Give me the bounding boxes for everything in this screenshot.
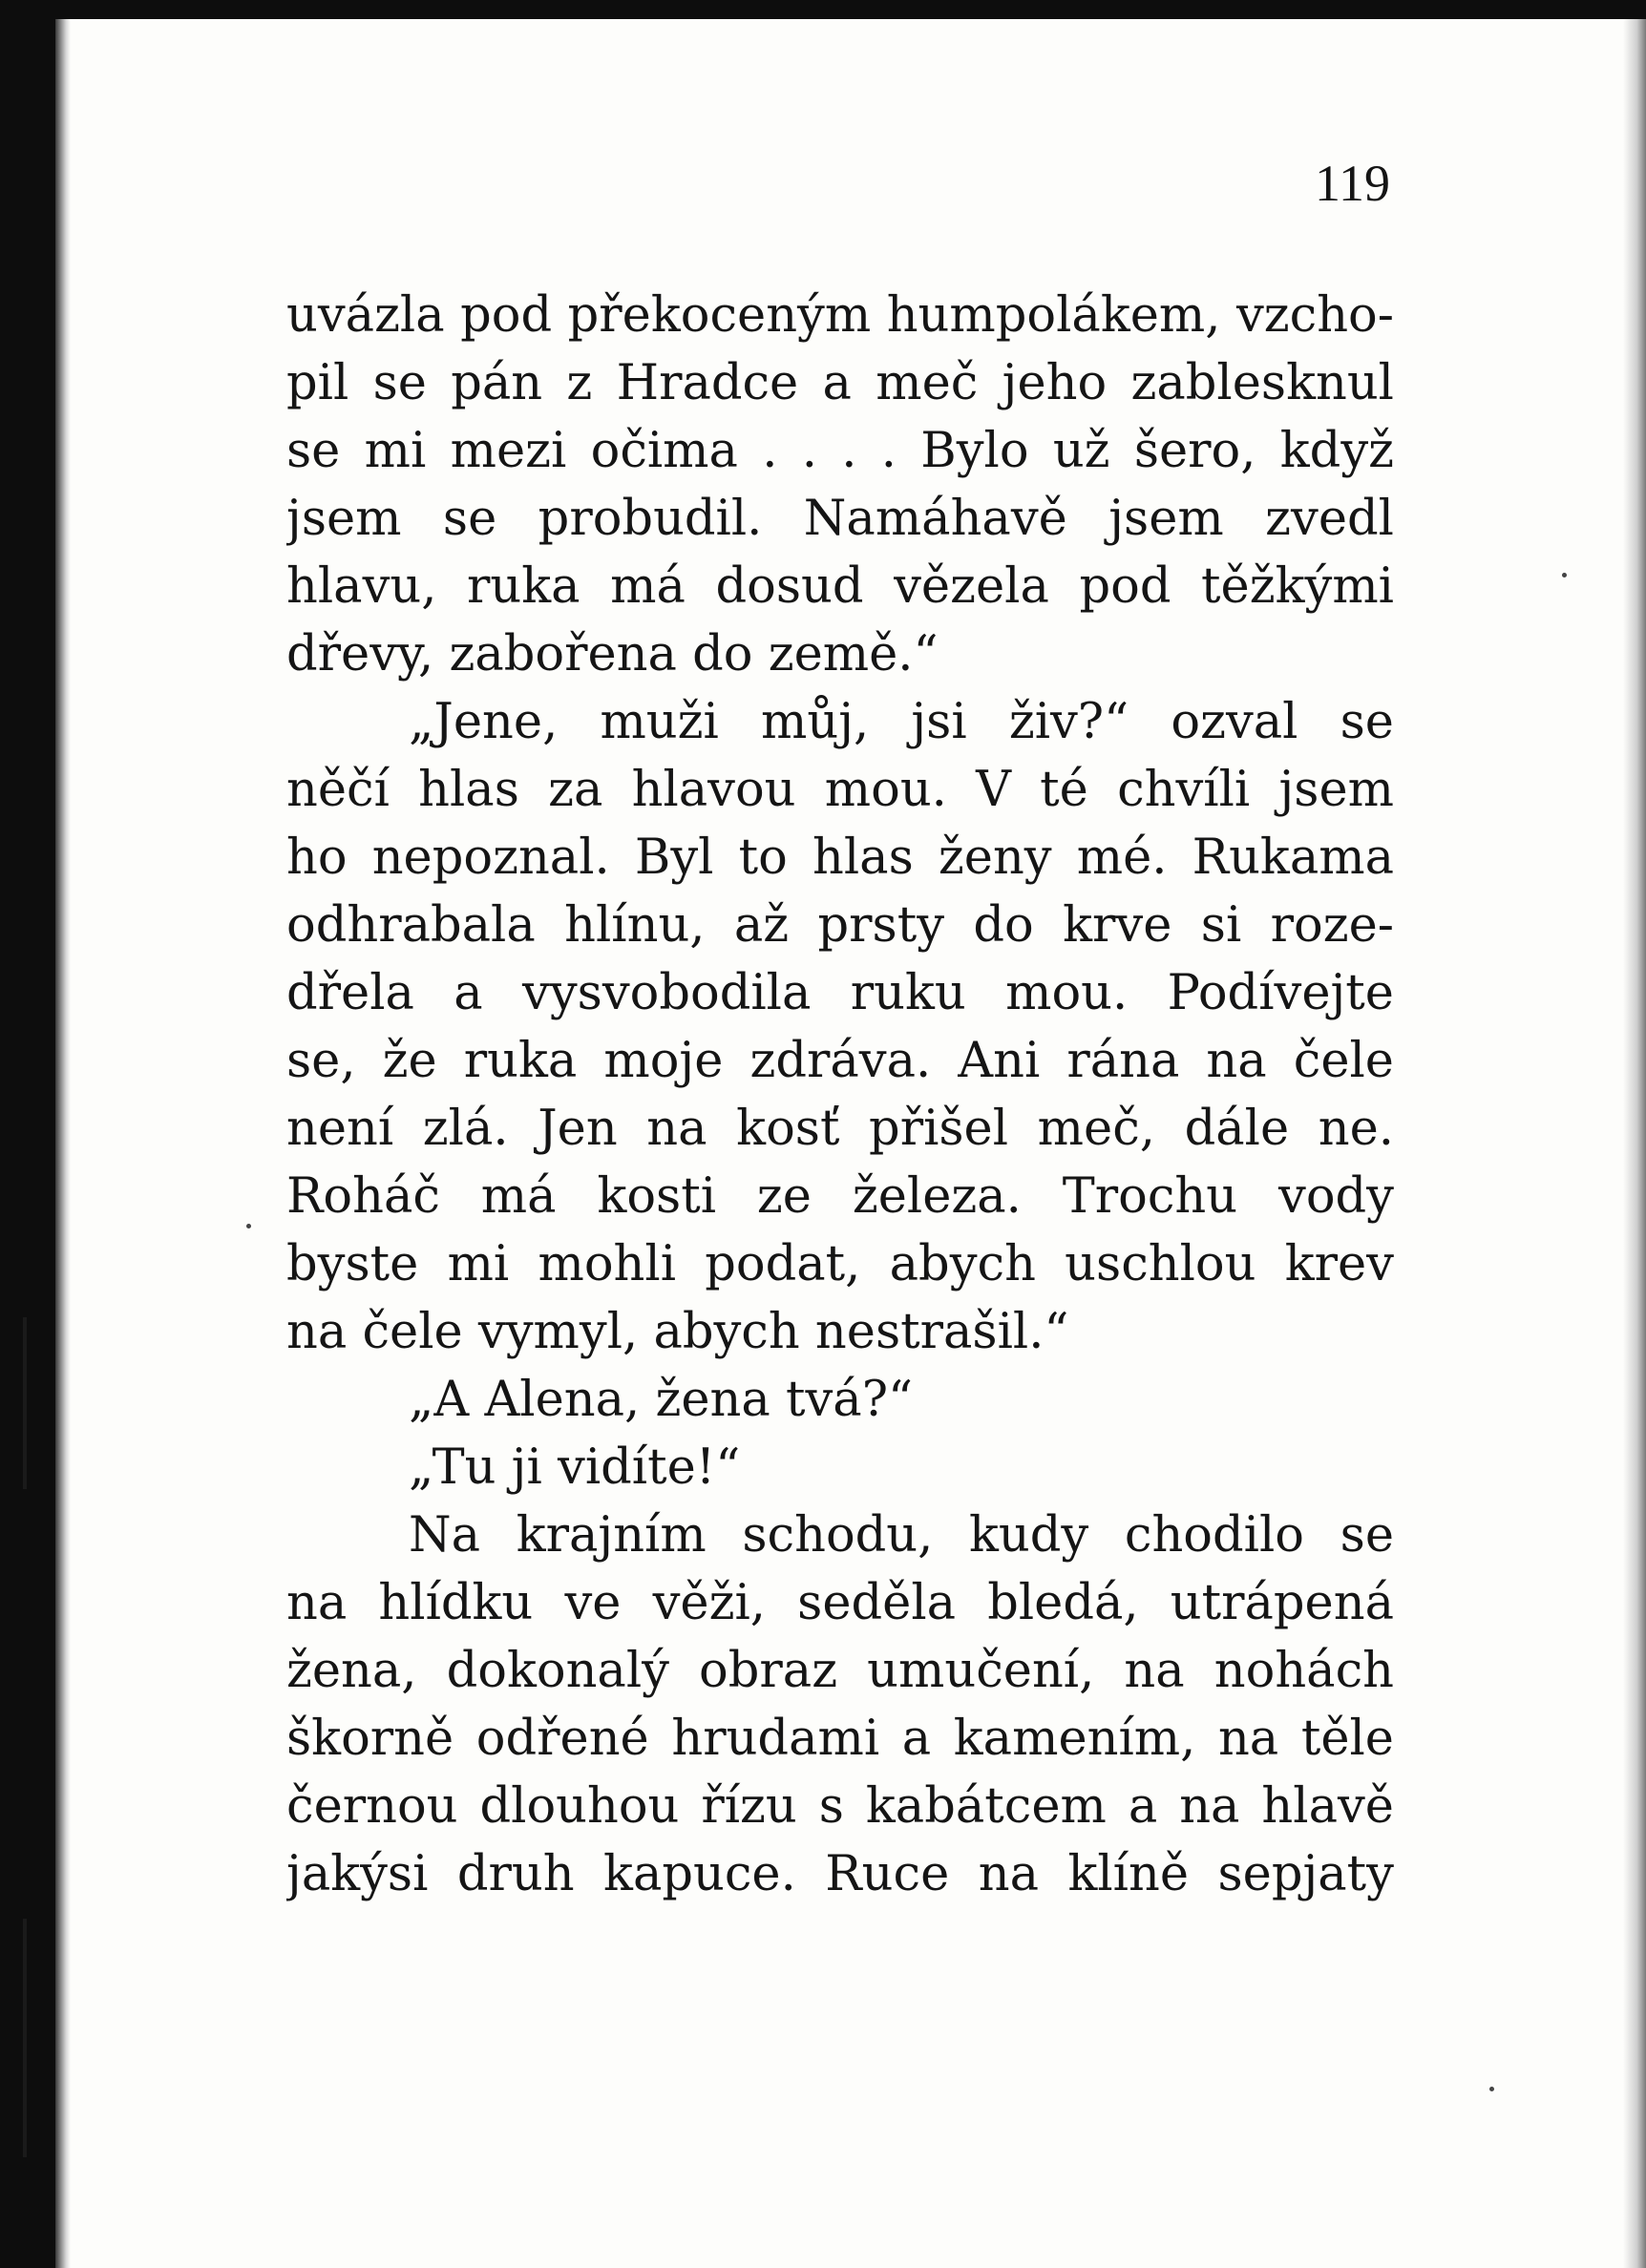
text-line: na čele vymyl, abych nestrašil.“ xyxy=(286,1304,1069,1360)
text-line: není zlá. Jen na kosť přišel meč, dále ne. xyxy=(286,1101,1394,1157)
text-line: se mi mezi očima . . . . Bylo už šero, když xyxy=(286,423,1394,479)
scan-speck xyxy=(1562,573,1567,578)
page-gutter-shadow xyxy=(55,19,71,2268)
text-line: dřela a vysvobodila ruku mou. Podívejte xyxy=(286,965,1394,1021)
binding-mark xyxy=(23,1317,27,1489)
scan-left-border xyxy=(0,0,55,2268)
text-line: žena, dokonalý obraz umučení, na nohách xyxy=(286,1643,1394,1699)
text-line: hlavu, ruka má dosud vězela pod těžkými xyxy=(286,558,1394,615)
text-line: odhrabala hlínu, až prsty do krve si roze- xyxy=(286,897,1394,954)
text-line: dřevy, zabořena do země.“ xyxy=(286,626,939,682)
text-line: jsem se probudil. Namáhavě jsem zvedl xyxy=(286,491,1394,547)
body-text xyxy=(286,282,1394,1908)
text-line: byste mi mohli podat, abych uschlou krev xyxy=(286,1236,1394,1292)
text-line: jakýsi druh kapuce. Ruce na klíně sepjaty xyxy=(286,1846,1394,1902)
text-line: „A Alena, žena tvá?“ xyxy=(409,1372,914,1428)
scan-speck xyxy=(1489,2087,1494,2091)
text-line: pil se pán z Hradce a meč jeho zablesknul xyxy=(286,355,1394,411)
scan-speck xyxy=(246,1224,251,1228)
text-line: Roháč má kosti ze železa. Trochu vody xyxy=(286,1168,1394,1225)
text-line: černou dlouhou řízu s kabátcem a na hlavě xyxy=(286,1778,1394,1835)
page-number: 119 xyxy=(1315,155,1390,212)
text-line: se, že ruka moje zdráva. Ani rána na čele xyxy=(286,1033,1394,1089)
scan-top-border xyxy=(0,0,1646,19)
binding-mark xyxy=(23,1919,27,2157)
text-line: ho nepoznal. Byl to hlas ženy mé. Rukama xyxy=(286,830,1394,886)
text-line: uvázla pod překoceným humpolákem, vzcho- xyxy=(286,287,1394,344)
text-line: „Tu ji vidíte!“ xyxy=(409,1439,741,1496)
text-line: „Jene, muži můj, jsi živ?“ ozval se xyxy=(409,694,1394,750)
text-line: Na krajním schodu, kudy chodilo se xyxy=(409,1507,1394,1564)
text-line: něčí hlas za hlavou mou. V té chvíli jsem xyxy=(286,762,1394,818)
text-line: škorně odřené hrudami a kamením, na těle xyxy=(286,1711,1394,1767)
text-line: na hlídku ve věži, seděla bledá, utrápená xyxy=(286,1575,1394,1631)
page-right-edge-shadow xyxy=(1623,19,1646,2268)
